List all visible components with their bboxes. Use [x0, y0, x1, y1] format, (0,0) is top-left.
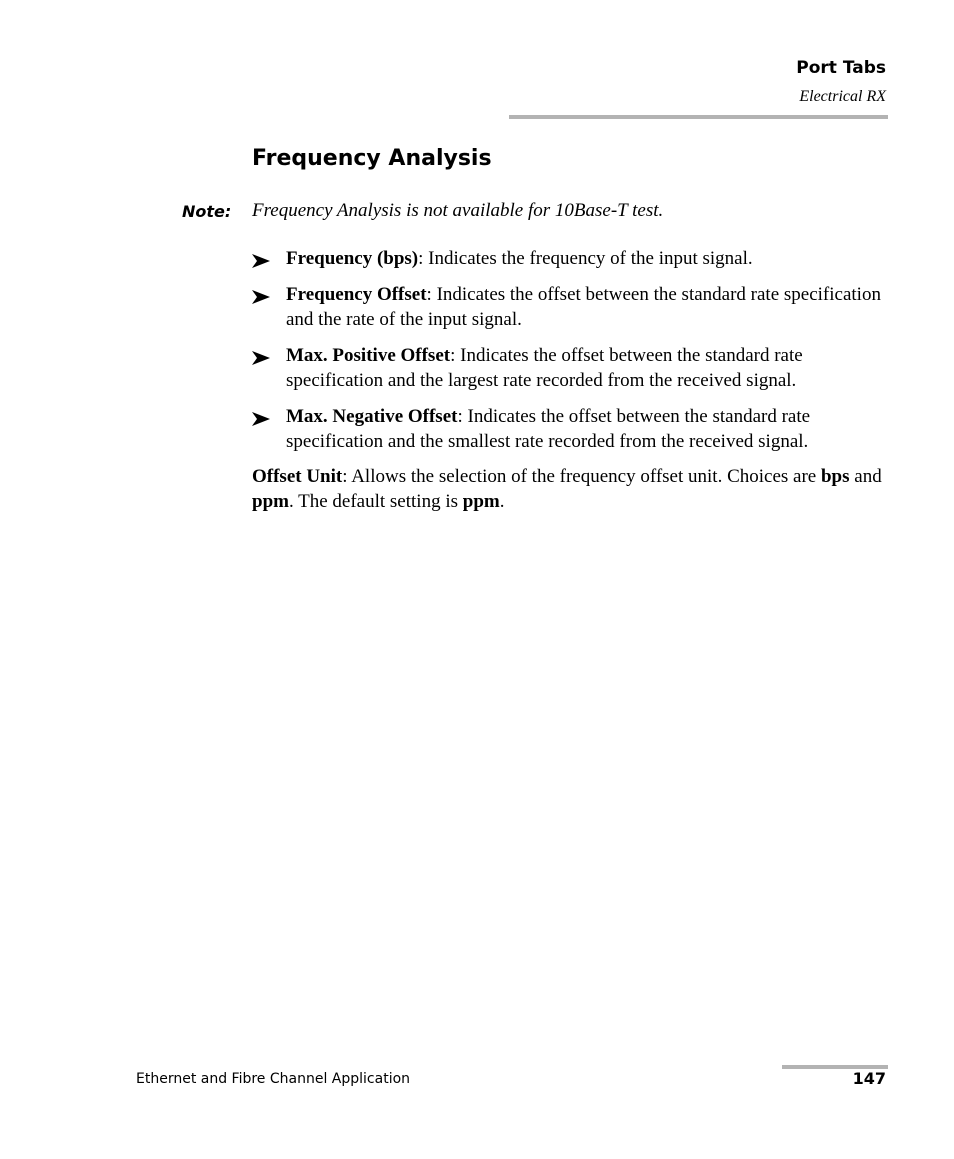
bullet-term: Max. Positive Offset [286, 345, 451, 366]
header-divider [509, 115, 888, 119]
arrow-bullet-icon [252, 351, 270, 365]
bullet-description: : Indicates the frequency of the input signal. [418, 248, 753, 269]
list-item [252, 246, 892, 271]
offset-unit-choice-ppm: ppm [252, 491, 289, 512]
list-item [252, 282, 892, 332]
offset-unit-text-4: . [499, 491, 505, 512]
footer-document-title: Ethernet and Fibre Channel Application [136, 1071, 411, 1087]
offset-unit-text-2: and [849, 466, 882, 487]
bullet-term: Frequency (bps) [286, 248, 419, 269]
offset-unit-term: Offset Unit [252, 466, 343, 487]
note-label: Note: [182, 202, 232, 221]
bullet-list [252, 246, 892, 465]
offset-unit-choice-bps: bps [820, 466, 850, 487]
offset-unit-text-3: . The default setting is [288, 491, 463, 512]
arrow-bullet-icon [252, 290, 270, 304]
arrow-bullet-icon [252, 254, 270, 268]
list-item [252, 343, 892, 393]
arrow-bullet-icon [252, 412, 270, 426]
offset-unit-paragraph [252, 464, 882, 514]
offset-unit-default: ppm [462, 491, 500, 512]
bullet-term: Frequency Offset [286, 284, 427, 305]
note-text: Frequency Analysis is not available for 10Base-T test. [252, 200, 664, 221]
bullet-description: : Indicates the offset between the standard rate specification and the largest rate recorded from the received signal. [286, 345, 803, 391]
section-title: Frequency Analysis [252, 146, 492, 171]
list-item [252, 404, 892, 454]
bullet-description: : Indicates the offset between the standard rate specification and the smallest rate recorded from the received signal. [286, 406, 811, 452]
page-number: 147 [852, 1069, 886, 1088]
bullet-description: : Indicates the offset between the standard rate specification and the rate of the input signal. [286, 284, 881, 330]
bullet-term: Max. Negative Offset [286, 406, 458, 427]
header-subtitle: Electrical RX [799, 88, 886, 105]
header-title: Port Tabs [796, 58, 886, 78]
offset-unit-text-1: : Allows the selection of the frequency offset unit. Choices are [342, 466, 821, 487]
